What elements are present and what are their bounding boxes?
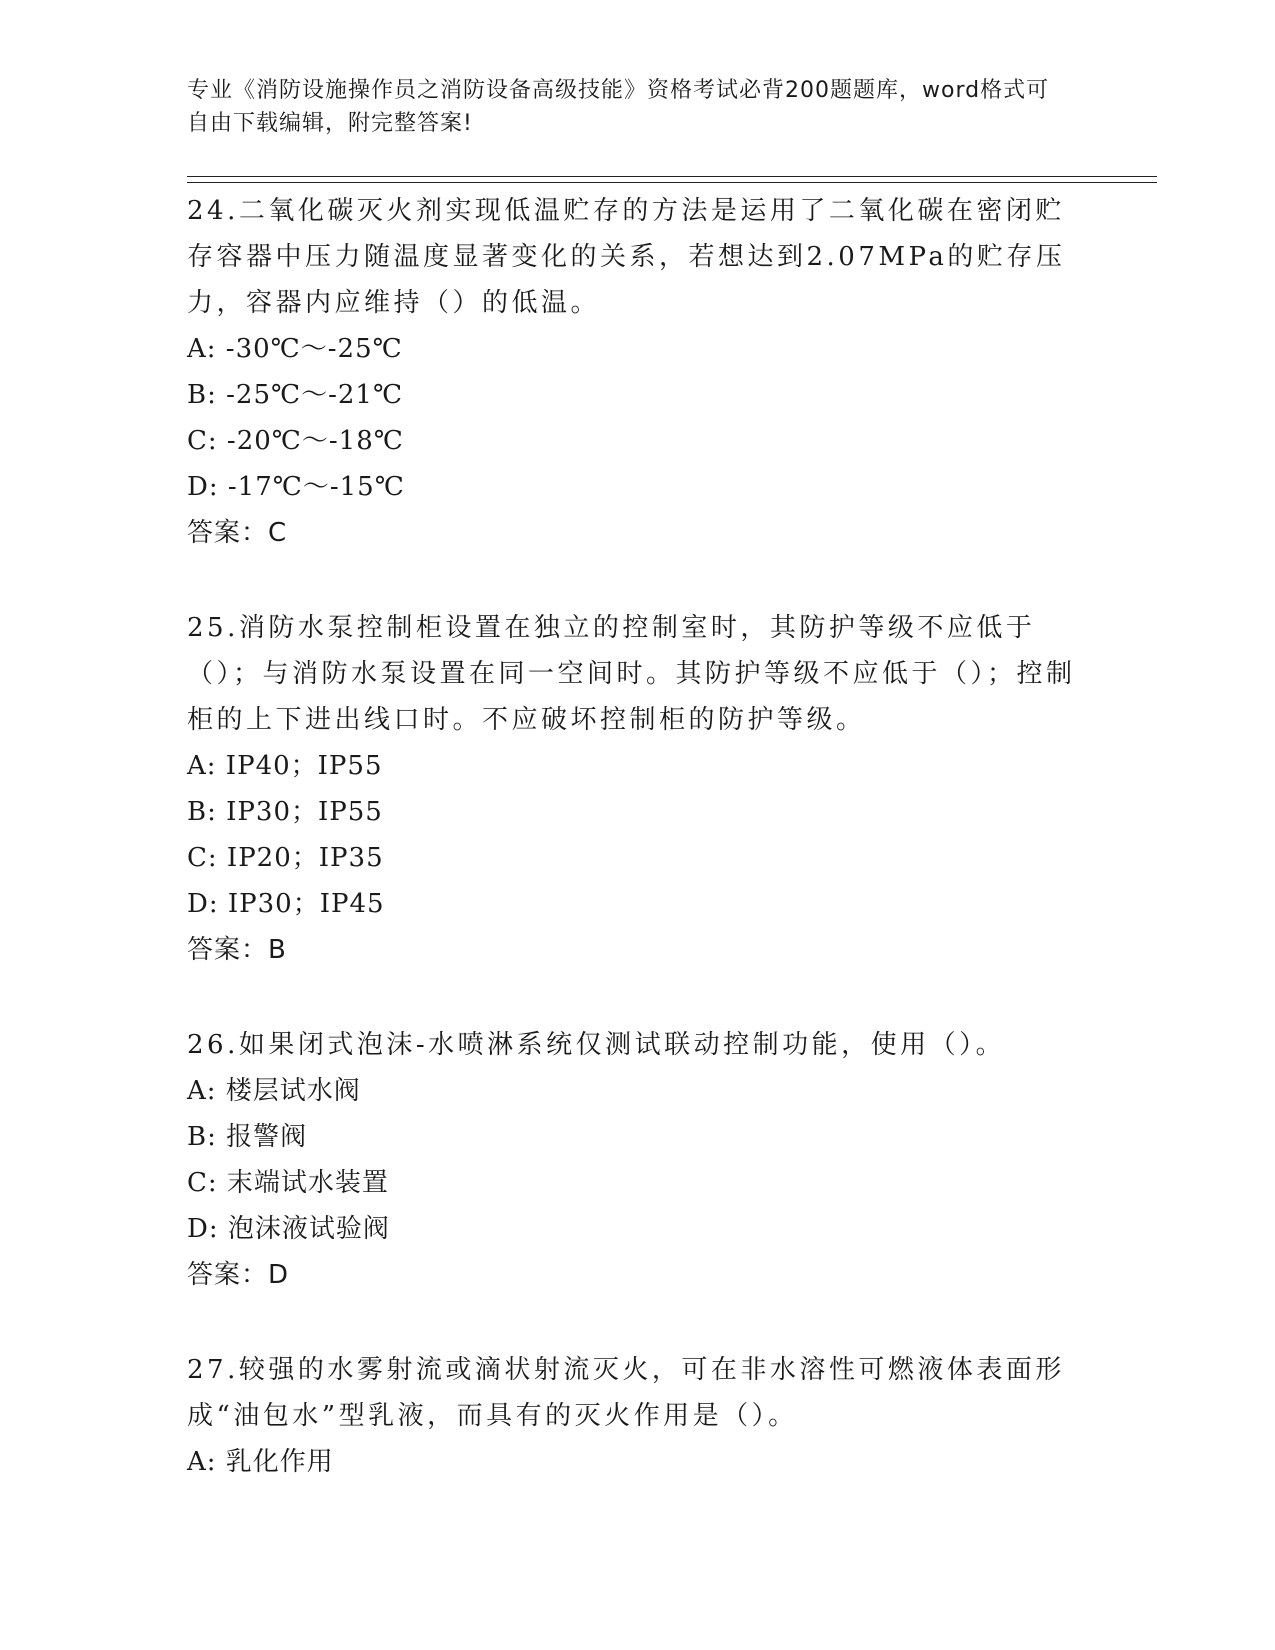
option-a: A: 乳化作用 [187, 1447, 334, 1477]
question-24 [187, 188, 1087, 556]
option-d: D: -17℃～-15℃ [187, 472, 405, 502]
option-c: C: 末端试水装置 [187, 1168, 389, 1198]
question-list [187, 188, 1087, 1534]
option-b: B: -25℃～-21℃ [187, 380, 404, 410]
answer: 答案：D [187, 1260, 290, 1290]
header-divider-top [187, 176, 1157, 177]
option-d: D: IP30；IP45 [187, 889, 385, 919]
question-stem: 24.二氧化碳灭火剂实现低温贮存的方法是运用了二氧化碳在密闭贮存容器中压力随温度显著变化的关系，若想达到2.07MPa的贮存压力，容器内应维持（）的低温。 [187, 196, 1066, 318]
question-stem: 27.较强的水雾射流或滴状射流灭火，可在非水溶性可燃液体表面形成“油包水”型乳液，而具有的灭火作用是（）。 [187, 1355, 1065, 1431]
answer: 答案：B [187, 935, 287, 965]
option-c: C: -20℃～-18℃ [187, 426, 404, 456]
header-divider-bottom [187, 182, 1157, 183]
question-stem: 25.消防水泵控制柜设置在独立的控制室时，其防护等级不应低于（）；与消防水泵设置在同一空间时。其防护等级不应低于（）；控制柜的上下进出线口时。不应破坏控制柜的防护等级。 [187, 613, 1076, 735]
document-header: 专业《消防设施操作员之消防设备高级技能》资格考试必背200题题库，word格式可自由下载编辑，附完整答案! [187, 78, 1050, 136]
option-c: C: IP20；IP35 [187, 843, 384, 873]
question-27 [187, 1347, 1087, 1485]
answer: 答案：C [187, 518, 288, 548]
option-b: B: IP30；IP55 [187, 797, 383, 827]
question-26 [187, 1022, 1087, 1298]
option-b: B: 报警阀 [187, 1122, 308, 1152]
question-25 [187, 605, 1087, 973]
option-a: A: IP40；IP55 [187, 751, 383, 781]
option-a: A: -30℃～-25℃ [187, 334, 403, 364]
option-d: D: 泡沫液试验阀 [187, 1214, 390, 1244]
option-a: A: 楼层试水阀 [187, 1076, 361, 1106]
question-stem: 26.如果闭式泡沫-水喷淋系统仅测试联动控制功能，使用（）。 [187, 1030, 1006, 1060]
